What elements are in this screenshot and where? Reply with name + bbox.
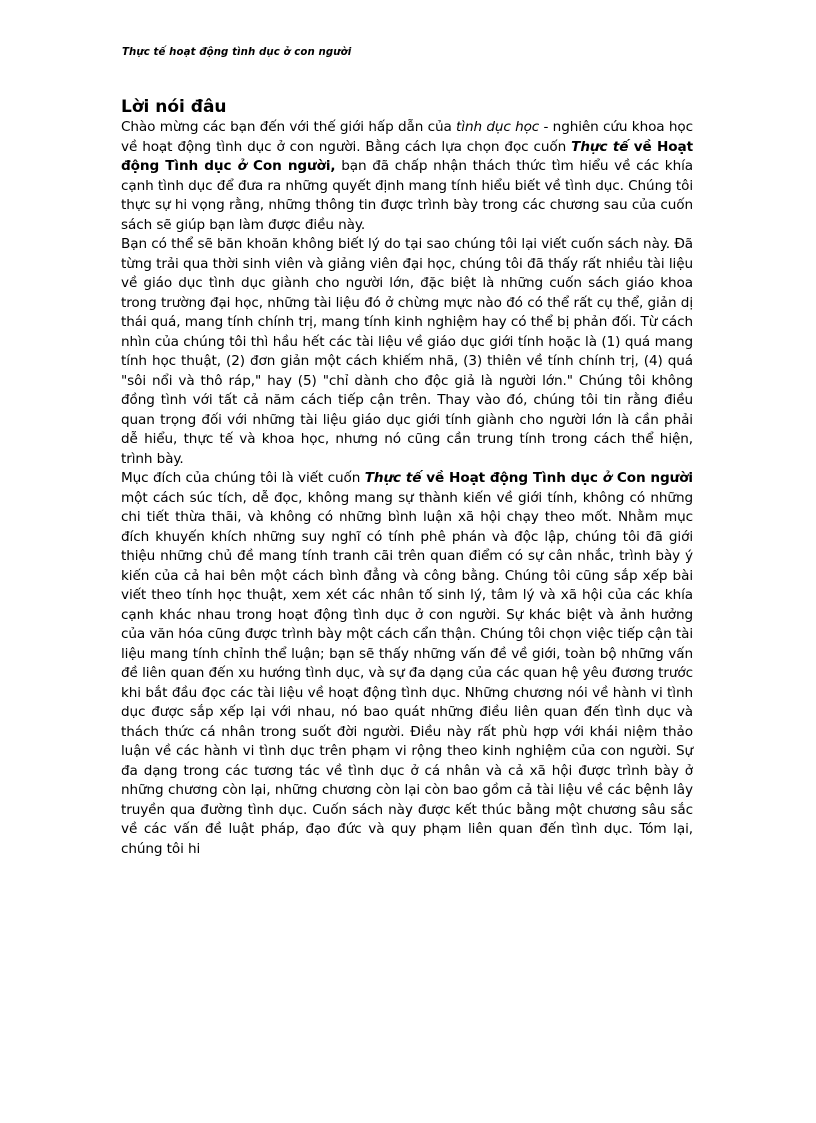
text-run: một cách súc tích, dễ đọc, không mang sự thành kiến về giới tính, không có những chi tiết thừa thãi, và không có những bình luận xã hội chạy theo mốt. Nhằm mục đích khuyến khích những suy nghĩ có tính phê phán và độc lập, chúng tôi đã giới thiệu những chủ đề mang tính tranh cãi trên quan điểm có sự cân nhắc, trình bày ý kiến của cả hai bên một cách bình đẳng và công bằng. Chúng tôi cũng sắp xếp bài viết theo tính học thuật, xem xét các nhân tố sinh lý, tâm lý và xã hội của các khía cạnh khác nhau trong hoạt động tình dục ở con người. Sự khác biệt và ảnh hưởng của văn hóa cũng được trình bày một cách cẩn thận. Chúng tôi chọn việc tiếp cận tài liệu mang tính chỉnh thể luận; bạn sẽ thấy những vấn đề về giới, toàn bộ những vấn đề liên quan đến xu hướng tình dục, và sự đa dạng của các quan hệ yêu đương trước khi bắt đầu đọc các tài liệu về hoạt động tình dục. Những chương nói về hành vi tình dục được sắp xếp lại với nhau, nó bao quát những điều liên quan đến tình dục và thách thức cá nhân trong suốt đời người. Điều này rất phù hợp với khái niệm thảo luận về các hành vi tình dục trên phạm vi rộng theo kinh nghiệm của con người. Sự đa dạng trong các tương tác về tình dục ở cá nhân và cả xã hội được trình bày ở những chương còn lại, những chương còn lại còn bao gồm cả tài liệu về các bệnh lây truyền qua đường tình dục. Cuốn sách này được kết thúc bằng một chương sâu sắc về các vấn đề luật pháp, đạo đức và quy phạm liên quan đến tình dục. Tóm lại, chúng tôi hi — [121, 489, 693, 857]
book-title-part: Thực tế — [571, 138, 629, 155]
book-title-part: ở — [237, 158, 247, 174]
book-title-part: ở — [602, 470, 612, 486]
text-run: Bạn có thể sẽ băn khoăn không biết lý do tại sao chúng tôi lại viết cuốn sách này. Đã từng trải qua thời sinh viên và giảng viên đại học, chúng tôi đã thấy rất nhiều tài liệu về giáo dục tình dục giành cho người lớn, đặc biệt là những cuốn sách giáo khoa trong trường đại học, những tài liệu đó ở chừng mực nào đó có thể rất cụ thể, giản dị thái quá, mang tính chính trị, mang tính kinh nghiệm hay có thể bị phản đối. Từ cách nhìn của chúng tôi thì hầu hết các tài liệu về giáo dục giới tính hoặc là (1) quá mang tính học thuật, (2) đơn giản một cách khiếm nhã, (3) thiên về tính chính trị, (4) quá "sôi nổi và thô ráp," hay (5) "chỉ dành cho độc giả là người lớn." Chúng tôi không đồng tình với tất cả năm cách tiếp cận trên. Thay vào đó, chúng tôi tin rằng điều quan trọng đối với những tài liệu giáo dục giới tính giành cho người lớn là cần phải dễ hiểu, thực tế và khoa học, nhưng nó cũng cần trung tính trong cách thể hiện, trình bày. — [121, 236, 693, 467]
running-header: Thực tế hoạt động tình dục ở con người — [122, 47, 352, 58]
text-run: - nghiên cứu khoa học về hoạt động tình dục ở con người. Bằng cách lựa chọn đọc cuốn — [121, 119, 693, 155]
text-run: bạn đã chấp nhận thách thức tìm hiểu về các khía cạnh tình dục để đưa ra những quyết định mang tính hiểu biết về tình dục. Chúng tôi thực sự hi vọng rằng, những thông tin được trình bày trong các chương sau của cuốn sách sẽ giúp bạn làm được điều này. — [121, 158, 694, 233]
book-title-part: Thực tế — [364, 470, 422, 486]
book-title-part: về Hoạt động Tình dục — [121, 138, 694, 174]
book-title-part: Con người, — [246, 158, 336, 174]
book-title-part: về Hoạt động Tình dục — [421, 470, 603, 486]
italic-term: tình dục học — [456, 119, 540, 135]
page-content — [121, 96, 693, 859]
paragraph-1 — [121, 118, 693, 235]
book-title-part: Con người — [611, 470, 693, 486]
paragraph-3 — [121, 469, 693, 859]
section-heading: Lời nói đâu — [121, 97, 227, 117]
text-run: Chào mừng các bạn đến với thế giới hấp dẫn của — [121, 119, 457, 135]
paragraph-2 — [121, 235, 693, 469]
text-run: Mục đích của chúng tôi là viết cuốn — [121, 470, 365, 486]
